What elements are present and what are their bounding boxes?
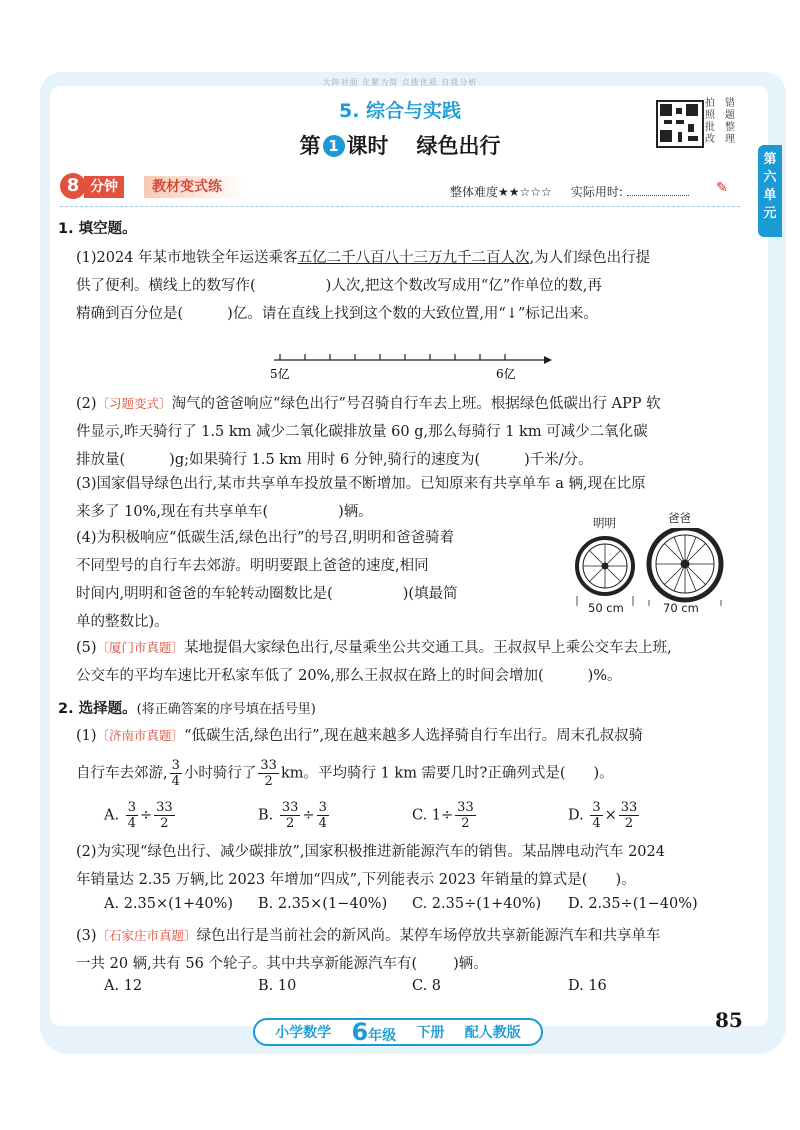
source-tag: 〔习题变式〕: [96, 396, 172, 411]
practice-banner: [60, 173, 245, 201]
page-number: 85: [715, 1008, 743, 1032]
divider: [60, 206, 740, 207]
wheel-big-size: 70 cm: [663, 601, 699, 615]
q1-part2: (2)〔习题变式〕淘气的爸爸响应“绿色出行”号召骑自行车去上班。根据绿色低碳出行 APP 软 件显示,昨天骑行了 1.5 km 减少二氧化碳排放量 60 g,那么每骑行 1 km 可减少二氧化碳 排放量( )g;如果骑行 1.5 km 用时 6 分钟,骑行的速度为( )千米/分。: [76, 396, 661, 468]
q2-heading: 2. 选择题。(将正确答案的序号填在括号里): [58, 701, 316, 717]
q2-3-option-a[interactable]: A. 12: [104, 978, 143, 994]
unit-tab: 第六单元: [758, 145, 782, 237]
numberline-right-label: 6亿: [496, 367, 516, 381]
wheel-big-name: 爸爸: [668, 511, 691, 525]
footer-subject: 小学数学: [275, 1025, 332, 1041]
lesson-number-badge: 1: [323, 135, 345, 157]
source-tag: 〔济南市真题〕: [96, 728, 185, 743]
time-label: 实际用时:: [570, 185, 623, 199]
footer-grade-number: 6: [351, 1018, 369, 1046]
q1-part4: (4)为积极响应“低碳生活,绿色出行”的号召,明明和爸爸骑着 不同型号的自行车去郊游。明明要跟上爸爸的速度,相同 时间内,明明和爸爸的车轮转动圈数比是( )(填最简 单的整数比)。: [76, 530, 458, 630]
q2-3-option-c[interactable]: C. 8: [412, 978, 442, 994]
q2-part3: (3)〔石家庄市真题〕绿色出行是当前社会的新风尚。某停车场停放共享新能源汽车和共享单车 一共 20 辆,共有 56 个轮子。其中共享新能源汽车有( )辆。: [76, 928, 661, 972]
practice-title: 教材变式练: [144, 176, 244, 198]
q2-part1: (1)〔济南市真题〕“低碳生活,绿色出行”,现在越来越多人选择骑自行车出行。周末孔叔叔骑: [76, 728, 644, 744]
wheel-small-name: 明明: [593, 516, 616, 530]
q1-part1: (1)2024 年某市地铁全年运送乘客五亿二千八百八十三万九千二百人次,为人们绿色出行提 供了便利。横线上的数写作( )人次,把这个数改写成用“亿”作单位的数,再 精确到百分位是( )亿。请在直线上找到这个数的大致位置,用“↓”标记出来。: [76, 250, 651, 322]
bicycle-wheels-illustration: [570, 528, 750, 608]
source-tag: 〔石家庄市真题〕: [96, 928, 197, 943]
q2-2-option-a[interactable]: A. 2.35×(1+40%): [104, 896, 234, 912]
q2-1-option-b[interactable]: B. $\frac{33}{2}$ ÷ $\frac{3}{4}$: [258, 800, 327, 831]
footer-edition: 配人教版: [464, 1025, 521, 1041]
q2-1-option-a[interactable]: A. $\frac{3}{4}$ ÷ $\frac{33}{2}$: [104, 800, 173, 831]
qr-code-icon[interactable]: [656, 100, 704, 148]
time-blank[interactable]: [627, 195, 689, 196]
minutes-badge: 8: [60, 173, 86, 199]
wheel-small: [577, 538, 633, 594]
q2-3-option-d[interactable]: D. 16: [568, 978, 607, 994]
number-line[interactable]: [260, 348, 560, 382]
footer-badge: [253, 1018, 543, 1046]
q2-2-option-c[interactable]: C. 2.35÷(1+40%): [412, 896, 542, 912]
q2-part2: (2)为实现“绿色出行、减少碳排放”,国家积极推进新能源汽车的销售。某品牌电动汽车 2024 年销量达 2.35 万辆,比 2023 年增加“四成”,下列能表示 2023 年销量的算式是( )。: [76, 844, 665, 888]
top-strip: 大阵对面 化繁为简 点拨优质 自我分析: [322, 78, 478, 87]
difficulty-label: 整体难度★★☆☆☆: [450, 185, 552, 199]
lesson-prefix: 第: [299, 134, 321, 158]
q2-2-option-b[interactable]: B. 2.35×(1−40%): [258, 896, 388, 912]
q2-1-option-c[interactable]: C. 1÷ $\frac{33}{2}$: [412, 800, 474, 831]
numberline-left-label: 5亿: [270, 367, 290, 381]
q1-heading: 1. 填空题。: [58, 221, 137, 237]
q1-part3: (3)国家倡导绿色出行,某市共享单车投放量不断增加。已知原来有共享单车 a 辆,现在比原 来多了 10%,现在有共享单车( )辆。: [76, 476, 646, 520]
difficulty-row: [450, 183, 689, 200]
qr-labels: 拍 错 照 题 批 整 改 理: [705, 98, 735, 145]
lesson-name: 绿色出行: [416, 134, 501, 158]
q2-2-option-d[interactable]: D. 2.35÷(1−40%): [568, 896, 698, 912]
source-tag: 〔厦门市真题〕: [96, 640, 185, 655]
q2-part1-line2: 自行车去郊游, $\frac{3}{4}$ 小时骑行了 $\frac{33}{2}$ km。平均骑行 1 km 需要几时?正确列式是( )。: [76, 758, 614, 789]
footer-grade: 年级: [368, 1028, 397, 1044]
q2-3-option-b[interactable]: B. 10: [258, 978, 297, 994]
section-title: 5. 综合与实践: [338, 100, 462, 122]
lesson-suffix: 课时: [346, 134, 389, 158]
minutes-unit: 分钟: [84, 176, 124, 198]
pencil-icon: ✎: [716, 180, 728, 196]
q1-part5: (5)〔厦门市真题〕某地提倡大家绿色出行,尽量乘坐公共交通工具。王叔叔早上乘公交车去上班, 公交车的平均车速比开私家车低了 20%,那么王叔叔在路上的时间会增加( )%。: [76, 640, 672, 684]
q2-1-option-d[interactable]: D. $\frac{3}{4}$ × $\frac{33}{2}$: [568, 800, 638, 831]
wheel-big: [649, 528, 721, 600]
wheel-small-size: 50 cm: [588, 601, 624, 615]
footer-volume: 下册: [416, 1025, 445, 1041]
